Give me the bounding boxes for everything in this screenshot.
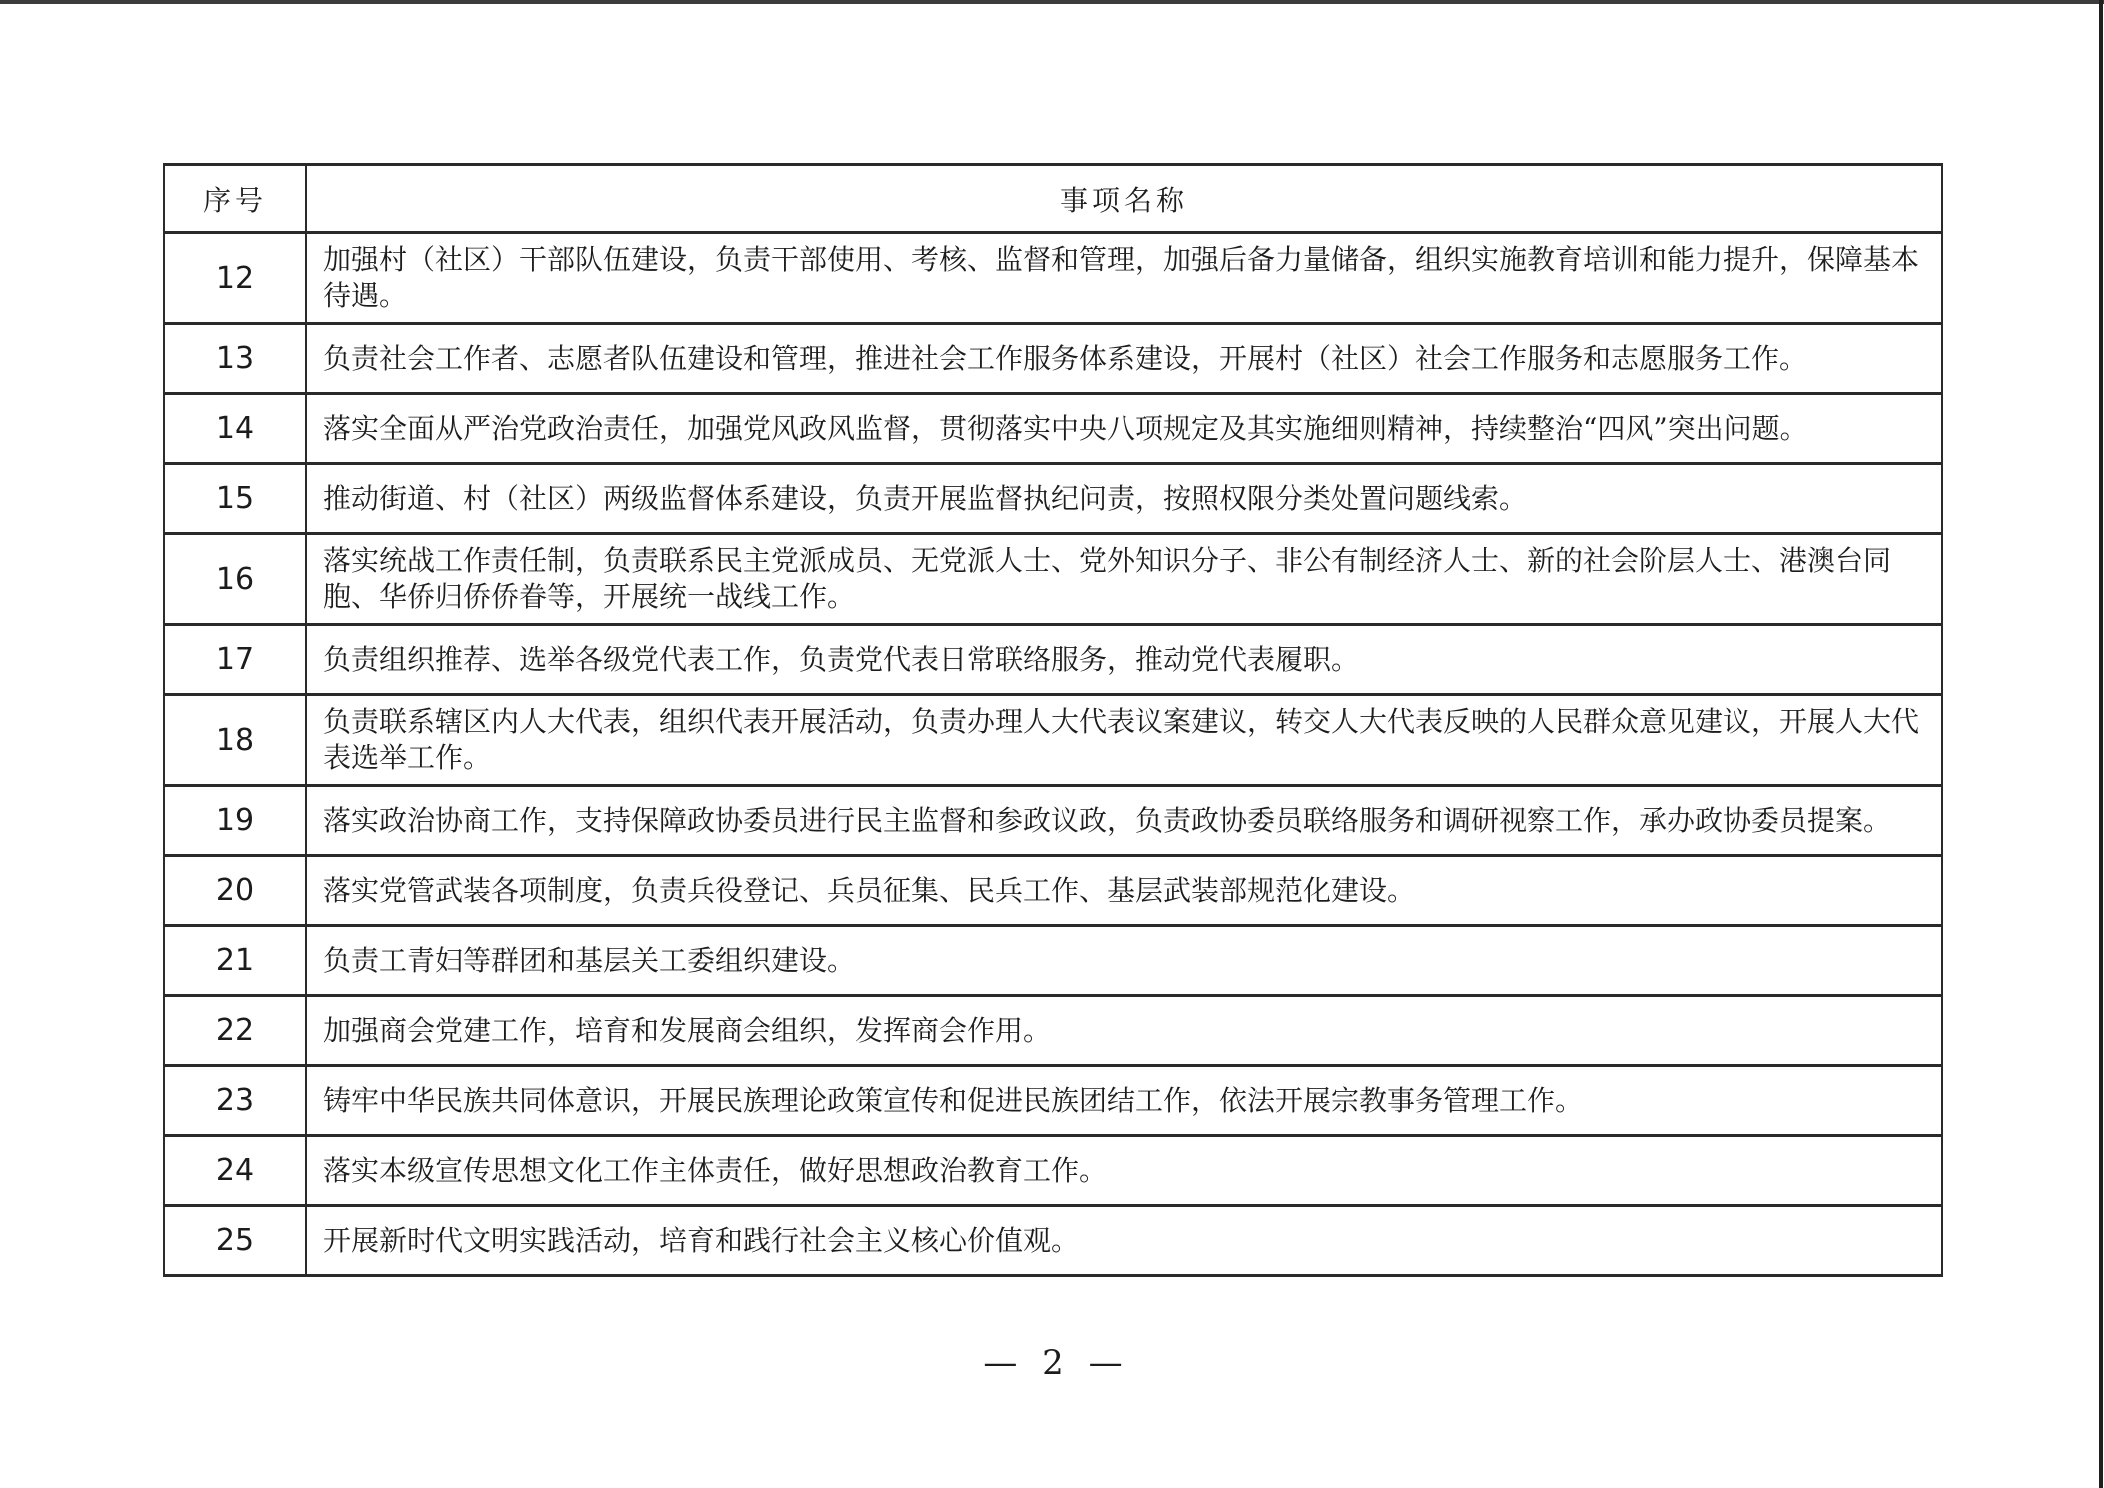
table-row [164, 926, 1942, 996]
row-text-cell: 落实党管武装各项制度，负责兵役登记、兵员征集、民兵工作、基层武装部规范化建设。 [306, 856, 1942, 926]
row-number-cell: 24 [164, 1136, 306, 1206]
table-row [164, 625, 1942, 695]
row-number-cell: 13 [164, 324, 306, 394]
table-body [164, 233, 1942, 1276]
table-row [164, 324, 1942, 394]
row-number-cell: 20 [164, 856, 306, 926]
row-text-cell: 落实本级宣传思想文化工作主体责任，做好思想政治教育工作。 [306, 1136, 1942, 1206]
table-row [164, 1136, 1942, 1206]
row-number-cell: 18 [164, 695, 306, 786]
row-text-cell: 落实政治协商工作，支持保障政协委员进行民主监督和参政议政，负责政协委员联络服务和调研视察工作，承办政协委员提案。 [306, 786, 1942, 856]
page-number: — 2 — [983, 1343, 1123, 1383]
row-number-cell: 17 [164, 625, 306, 695]
row-text-cell: 开展新时代文明实践活动，培育和践行社会主义核心价值观。 [306, 1206, 1942, 1276]
table-row [164, 233, 1942, 324]
table-row [164, 996, 1942, 1066]
row-text-cell: 加强商会党建工作，培育和发展商会组织，发挥商会作用。 [306, 996, 1942, 1066]
scan-edge-right-line [2099, 0, 2103, 1488]
row-text-cell: 加强村（社区）干部队伍建设，负责干部使用、考核、监督和管理，加强后备力量储备，组织实施教育培训和能力提升，保障基本待遇。 [306, 233, 1942, 324]
table-row [164, 464, 1942, 534]
column-header-name: 事项名称 [306, 165, 1942, 233]
column-header-no: 序号 [164, 165, 306, 233]
row-number-cell: 16 [164, 534, 306, 625]
scan-edge-top-line [0, 0, 2104, 4]
row-text-cell: 落实全面从严治党政治责任，加强党风政风监督，贯彻落实中央八项规定及其实施细则精神，持续整治“四风”突出问题。 [306, 394, 1942, 464]
table-row [164, 856, 1942, 926]
row-number-cell: 23 [164, 1066, 306, 1136]
row-text-cell: 负责联系辖区内人大代表，组织代表开展活动，负责办理人大代表议案建议，转交人大代表反映的人民群众意见建议，开展人大代表选举工作。 [306, 695, 1942, 786]
row-number-cell: 19 [164, 786, 306, 856]
row-number-cell: 22 [164, 996, 306, 1066]
table-row [164, 695, 1942, 786]
row-number-cell: 15 [164, 464, 306, 534]
table-row [164, 1066, 1942, 1136]
table-row [164, 534, 1942, 625]
row-text-cell: 负责社会工作者、志愿者队伍建设和管理，推进社会工作服务体系建设，开展村（社区）社会工作服务和志愿服务工作。 [306, 324, 1942, 394]
table-row [164, 394, 1942, 464]
table-row [164, 786, 1942, 856]
row-number-cell: 21 [164, 926, 306, 996]
table-row [164, 1206, 1942, 1276]
items-table [163, 163, 1943, 1277]
table-header-row [164, 165, 1942, 233]
row-text-cell: 推动街道、村（社区）两级监督体系建设，负责开展监督执纪问责，按照权限分类处置问题线索。 [306, 464, 1942, 534]
row-text-cell: 负责工青妇等群团和基层关工委组织建设。 [306, 926, 1942, 996]
row-number-cell: 14 [164, 394, 306, 464]
row-number-cell: 25 [164, 1206, 306, 1276]
row-text-cell: 落实统战工作责任制，负责联系民主党派成员、无党派人士、党外知识分子、非公有制经济人士、新的社会阶层人士、港澳台同胞、华侨归侨侨眷等，开展统一战线工作。 [306, 534, 1942, 625]
row-number-cell: 12 [164, 233, 306, 324]
row-text-cell: 铸牢中华民族共同体意识，开展民族理论政策宣传和促进民族团结工作，依法开展宗教事务管理工作。 [306, 1066, 1942, 1136]
row-text-cell: 负责组织推荐、选举各级党代表工作，负责党代表日常联络服务，推动党代表履职。 [306, 625, 1942, 695]
